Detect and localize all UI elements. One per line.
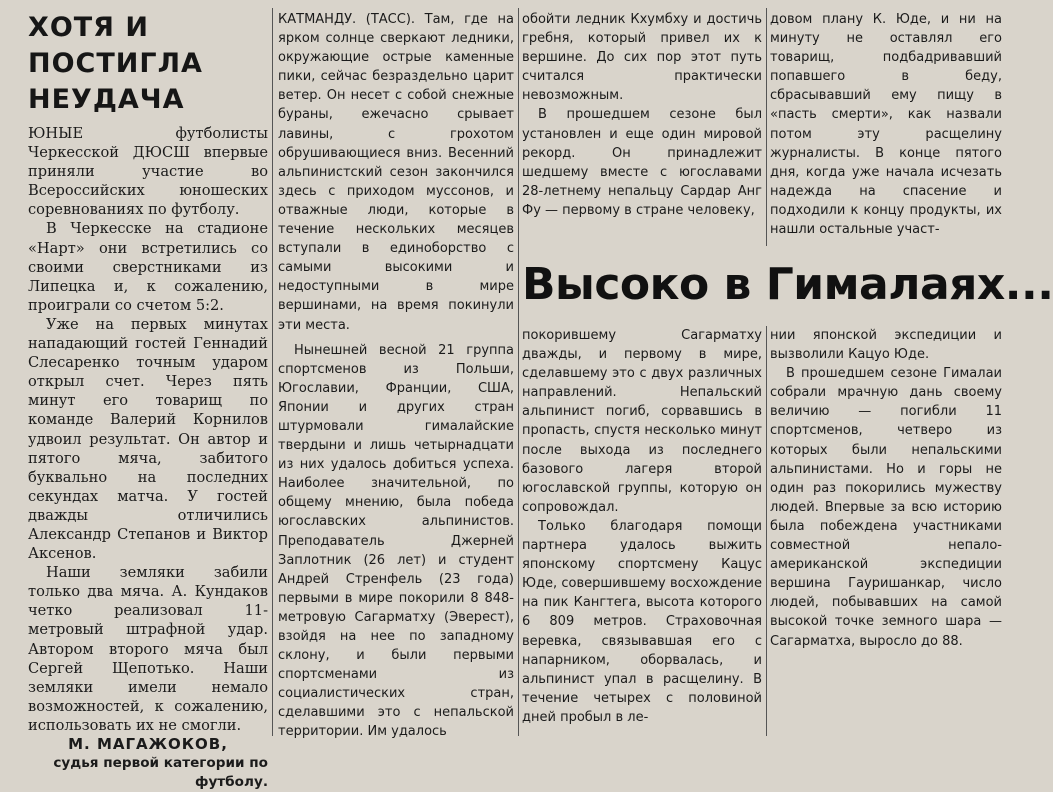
column-divider bbox=[766, 8, 767, 246]
article-paragraph: Нынешней весной 21 группа спортсменов из Польши, Югославии, Франции, США, Японии и других стран штурмовали гималайские твердыни и лишь четырнадцати из них удалось добиться успеха. Наиболее значительной, по общему мнению, была победа югославских альпинистов. Преподаватель Джерней Заплотник (26 лет) и студент Андрей Стренфель (23 года) первыми в мире покорили 8 848-метровую Сагарматху (Эверест), взойдя на нее по западному склону, и были первыми спортсменами из социалистических стран, сделавшими это с непальской территории. Им удалось bbox=[278, 342, 514, 740]
article-paragraph: КАТМАНДУ. (ТАСС). Там, где на ярком солнце сверкают ледники, окружающие острые каменные пики, сейчас безраздельно царит ветер. Он несет с собой снежные бураны, ежечасно срывает лавины, с грохотом обрушивающиеся вниз. Весенний альпинистский сезон закончился здесь с приходом муссонов, и отважные люди, которые в течение нескольких месяцев вступали в единоборство с самыми высокими и недоступными в мире вершинами, на время покинули эти места. bbox=[278, 12, 514, 333]
author-name: М. МАГАЖОКОВ, bbox=[68, 735, 228, 753]
himalaya-column-5 bbox=[770, 326, 1002, 736]
himalaya-column-1 bbox=[278, 10, 514, 740]
column-divider bbox=[272, 8, 273, 736]
himalaya-column-4 bbox=[522, 326, 762, 736]
football-article bbox=[28, 10, 268, 790]
article-paragraph: обойти ледник Кхумбху и достичь гребня, который привел их к вершине. До сих пор этот путь считался практически невозможным. bbox=[522, 12, 762, 104]
column-divider bbox=[766, 326, 767, 736]
himalaya-column-3 bbox=[770, 10, 1002, 246]
column-divider bbox=[518, 8, 519, 736]
article-paragraph: В прошедшем сезоне был установлен и еще один мировой рекорд. Он принадлежит шедшему вместе с югославами 28-летнему непальцу Сардар Анг Фу — первому в стране человеку, bbox=[522, 107, 762, 218]
article-paragraph: В прошедшем сезоне Гималаи собрали мрачную дань своему величию — погибли 11 спортсменов, четверо из которых были непальскими альпинистами. Но и горы не один раз покорились мужеству людей. Впервые за всю историю была побеждена участниками совместной непало-американской экспедиции вершина Гауришанкар, число людей, побывавших на самой высокой точке земного шара — Сагарматха, выросло до 88. bbox=[770, 366, 1002, 649]
football-headline: ХОТЯ И ПОСТИГЛА НЕУДАЧА bbox=[28, 12, 203, 115]
article-paragraph: нии японской экспедиции и вызволили Кацуо Юде. bbox=[770, 328, 1002, 363]
article-paragraph: Только благодаря помощи партнера удалось выжить японскому спортсмену Кацус Юде, совершившему восхождение на пик Кангтега, высота которого 6 809 метров. Страховочная веревка, связывавшая его с напарником, оборвалась, и альпинист упал в расщелину. В течение четырех с половиной дней пробыл в ле- bbox=[522, 518, 762, 725]
article-paragraph: покорившему Сагарматху дважды, и первому в мире, сделавшему это с двух различных направлений. Непальский альпинист погиб, сорвавшись в пропасть, спустя несколько минут после выхода из последнего базового лагеря второй югославской группы, которую он сопровождал. bbox=[522, 328, 762, 515]
article-paragraph: Наши земляки забили только два мяча. А. Кундаков четко реализовал 11-метровый штрафной удар. Автором второго мяча был Сергей Щепотько. Наши земляки имели немало возможностей, к сожалению, использовать их не смогли. bbox=[28, 564, 268, 734]
article-paragraph: ЮНЫЕ футболисты Черкесской ДЮСШ впервые приняли участие во Всероссийских юношеских соревнованиях по футболу. bbox=[28, 125, 268, 219]
himalaya-headline: Высоко в Гималаях... bbox=[522, 259, 1053, 310]
article-paragraph: довом плану К. Юде, и ни на минуту не оставлял его товарищ, подбадривавший попавшего в беду, сбрасывавший ему пищу в «пасть смерти», как назвали потом эту расщелину журналисты. В конце пятого дня, когда уже начала исчезать надежда на спасение и подходили к концу продукты, их нашли остальные участ- bbox=[770, 12, 1002, 238]
article-paragraph: В Черкесске на стадионе «Нарт» они встретились со своими сверстниками из Липецка и, к сожалению, проиграли со счетом 5:2. bbox=[28, 220, 268, 314]
author-role: судья первой категории по футболу. bbox=[53, 755, 268, 790]
article-paragraph: Уже на первых минутах нападающий гостей Геннадий Слесаренко точным ударом открыл счет. Через пять минут его товарищ по команде Валерий Корнилов удвоил результат. Он автор и пятого мяча, забитого буквально на последних секундах матча. У гостей дважды отличились Александр Степанов и Виктор Аксенов. bbox=[28, 315, 268, 563]
himalaya-column-2 bbox=[522, 10, 762, 246]
